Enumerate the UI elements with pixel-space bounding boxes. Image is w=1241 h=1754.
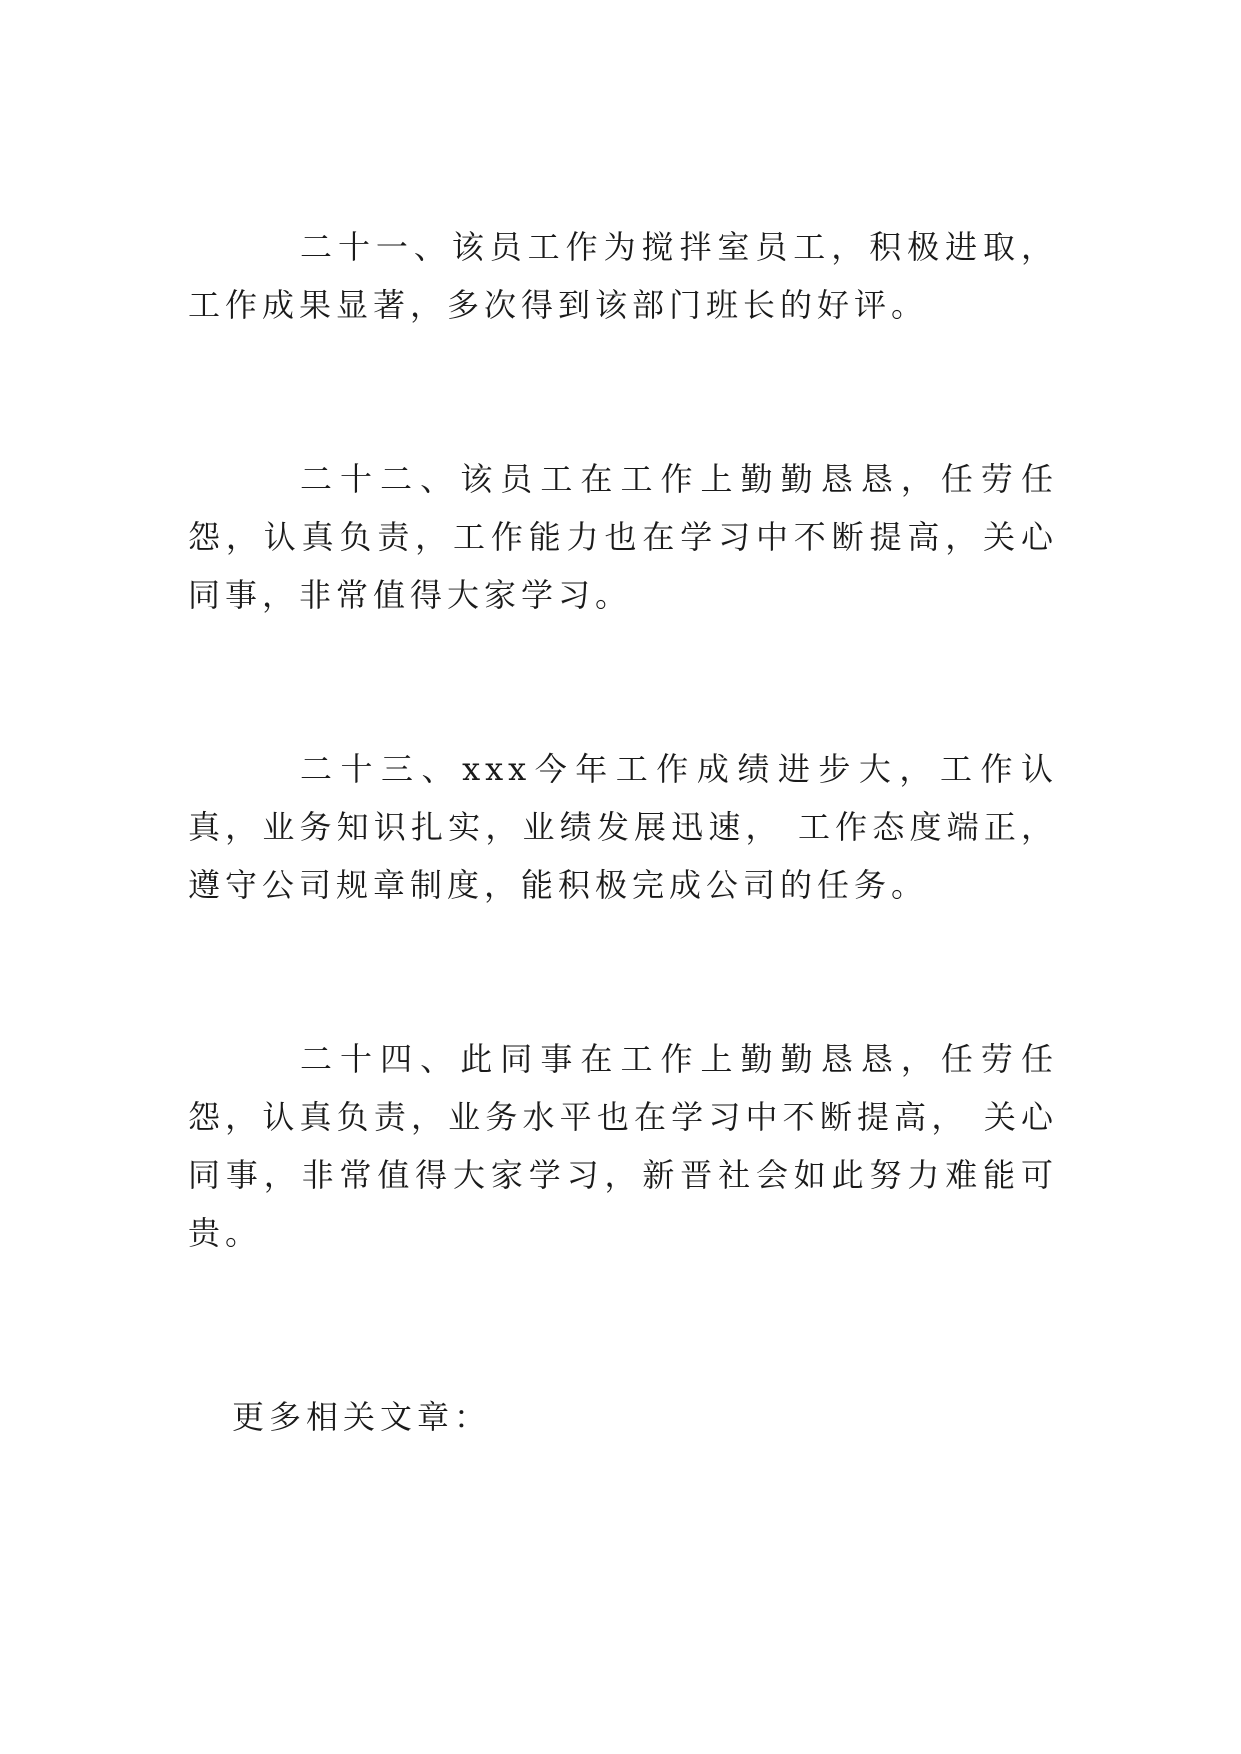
paragraph-24: 二十四、此同事在工作上勤勤恳恳，任劳任怨，认真负责，业务水平也在学习中不断提高， 关心同事，非常值得大家学习，新晋社会如此努力难能可贵。 bbox=[188, 1040, 1058, 1252]
paragraph-22: 二十二、该员工在工作上勤勤恳恳，任劳任怨，认真负责，工作能力也在学习中不断提高，关心同事，非常值得大家学习。 bbox=[188, 460, 1058, 614]
paragraph-23: 二十三、xxx今年工作成绩进步大，工作认真，业务知识扎实，业绩发展迅速， 工作态度端正，遵守公司规章制度，能积极完成公司的任务。 bbox=[188, 750, 1058, 904]
paragraph-21: 二十一、该员工作为搅拌室员工，积极进取，工作成果显著，多次得到该部门班长的好评。 bbox=[188, 228, 1058, 324]
related-articles-label: 更多相关文章： bbox=[232, 1398, 492, 1436]
